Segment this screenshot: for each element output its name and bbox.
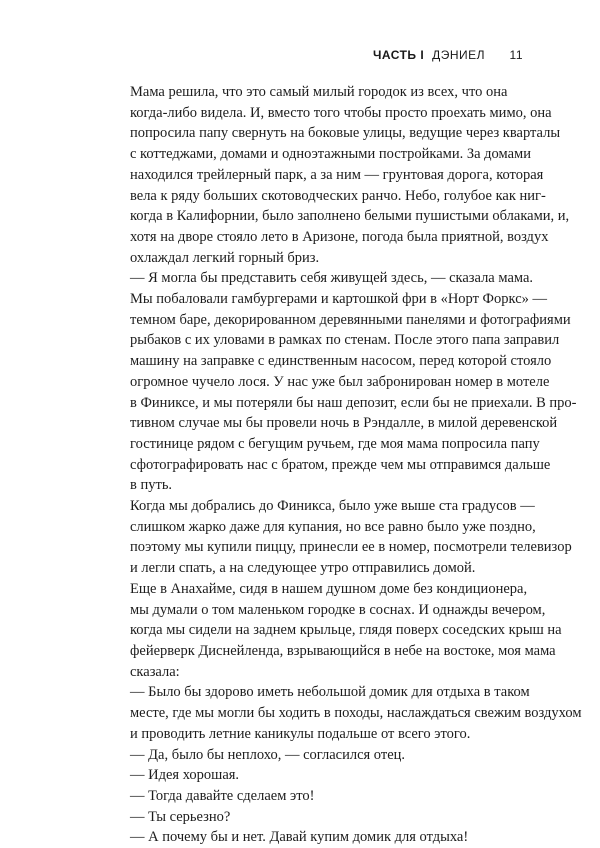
text-line: охлаждал легкий горный бриз. xyxy=(130,249,320,266)
text-line: поэтому мы купили пиццу, принесли ее в номер, посмотрели телевизор xyxy=(130,539,572,556)
text-line: вела к ряду больших скотоводческих ранчо. Небо, голубое как ниг- xyxy=(130,187,546,204)
text-line: месте, где мы могли бы ходить в походы, наслаждаться свежим воздухом xyxy=(130,705,582,722)
paragraph xyxy=(114,289,577,496)
paragraph xyxy=(114,268,534,289)
text-line: — Идея хорошая. xyxy=(130,767,240,784)
text-line: сказала: xyxy=(130,663,180,680)
text-line: и проводить летние каникулы подальше от всего этого. xyxy=(130,725,471,742)
paragraph xyxy=(114,496,572,579)
page-number: 11 xyxy=(509,48,523,62)
text-line: и легли спать, а на следующее утро отправились домой. xyxy=(130,560,476,577)
paragraph xyxy=(114,82,570,268)
text-line: слишком жарко даже для купания, но все равно было уже поздно, xyxy=(130,518,536,535)
text-line: темном баре, декорированном деревянными панелями и фотографиями xyxy=(130,311,571,328)
text-line: находился трейлерный парк, а за ним — грунтовая дорога, которая xyxy=(130,166,544,183)
text-line: Когда мы добрались до Финикса, было уже выше ста градусов — xyxy=(130,498,535,515)
text-line: когда-либо видела. И, вместо того чтобы просто проехать мимо, она xyxy=(130,104,552,121)
paragraph xyxy=(114,827,492,848)
paragraph xyxy=(114,682,582,744)
text-line: — Ты серьезно? xyxy=(130,808,231,825)
paragraph xyxy=(114,579,562,683)
text-line: рыбаков с их уловами в рамках по стенам. После этого папа заправил xyxy=(130,332,560,349)
text-line: Еще в Анахайме, сидя в нашем душном доме без кондиционера, xyxy=(130,580,528,597)
text-line: Мама решила, что это самый милый городок из всех, что она xyxy=(130,84,508,100)
text-line: сфотографировать нас с братом, прежде чем мы отправимся дальше xyxy=(130,456,551,473)
paragraph xyxy=(114,765,492,786)
text-line: хотя на дворе стояло лето в Аризоне, погода была приятной, воздух xyxy=(130,228,549,245)
text-line: — А почему бы и нет. Давай купим домик для отдыха! xyxy=(130,829,469,846)
text-line: мы думали о том маленьком городке в соснах. И однажды вечером, xyxy=(130,601,546,618)
part-label: ЧАСТЬ I xyxy=(372,48,425,62)
text-line: машину на заправке с единственным насосом, перед которой стояло xyxy=(130,353,552,370)
text-line: фейерверк Диснейленда, взрывающийся в небе на востоке, моя мама xyxy=(130,642,556,659)
paragraph xyxy=(114,745,492,766)
text-line: Мы побаловали гамбургерами и картошкой фри в «Норт Форкс» — xyxy=(130,291,548,308)
paragraph xyxy=(114,786,492,807)
text-line: попросила папу свернуть на боковые улицы, ведущие через кварталы xyxy=(130,125,561,142)
running-header xyxy=(372,48,523,62)
text-line: в Финиксе, и мы потеряли бы наш депозит, если бы не приехали. В про- xyxy=(130,394,577,411)
text-line: тивном случае мы бы провели ночь в Рэндалле, в милой деревенской xyxy=(130,415,558,432)
text-line: — Я могла бы представить себя живущей здесь, — сказала мама. xyxy=(130,270,534,287)
text-line: — Да, было бы неплохо, — согласился отец. xyxy=(130,746,406,763)
body-text xyxy=(114,82,582,848)
text-line: когда в Калифорнии, было заполнено белыми пушистыми облаками, и, xyxy=(130,208,570,225)
text-line: когда мы сидели на заднем крыльце, глядя поверх соседских крыш на xyxy=(130,622,562,639)
text-line: — Было бы здорово иметь небольшой домик для отдыха в таком xyxy=(130,684,530,701)
text-line: в путь. xyxy=(130,477,173,494)
text-line: — Тогда давайте сделаем это! xyxy=(130,787,315,804)
text-line: огромное чучело лося. У нас уже был забронирован номер в мотеле xyxy=(130,373,550,390)
text-line: с коттеджами, домами и одноэтажными постройками. За домами xyxy=(130,146,531,163)
paragraph xyxy=(114,807,492,828)
text-line: гостинице рядом с бегущим ручьем, где моя мама попросила папу xyxy=(130,435,540,452)
chapter-label: ДЭНИЕЛ xyxy=(432,48,485,62)
